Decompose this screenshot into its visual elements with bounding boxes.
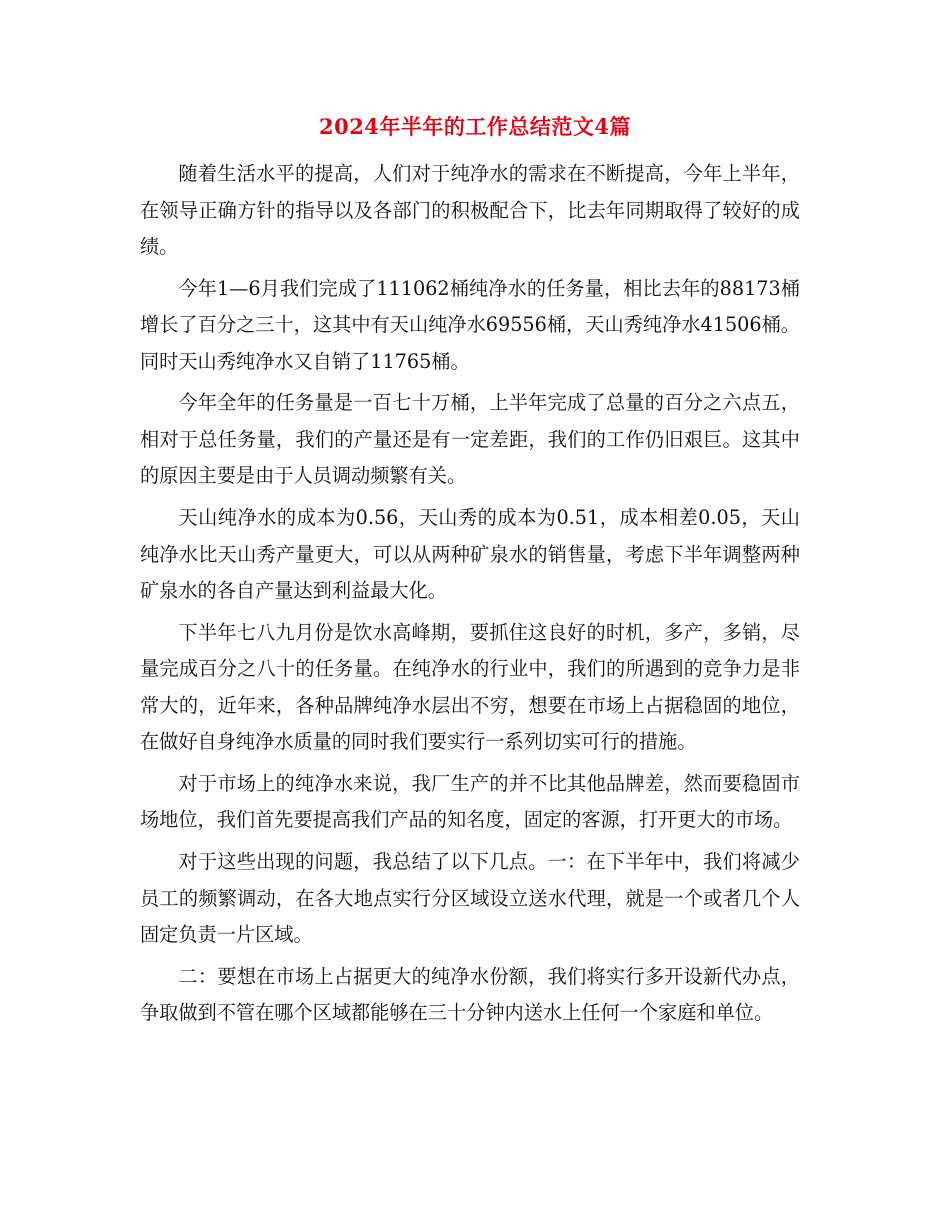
paragraph: 天山纯净水的成本为0.56，天山秀的成本为0.51，成本相差0.05，天山纯净水比天山秀产量更大，可以从两种矿泉水的销售量，考虑下半年调整两种矿泉水的各自产量达到利益最大化。	[140, 506, 800, 603]
document-title: 2024年半年的工作总结范文4篇	[318, 114, 632, 139]
paragraph: 对于市场上的纯净水来说，我厂生产的并不比其他品牌差，然而要稳固市场地位，我们首先要提高我们产品的知名度，固定的客源，打开更大的市场。	[140, 771, 800, 832]
paragraph: 随着生活水平的提高，人们对于纯净水的需求在不断提高，今年上半年，在领导正确方针的指导以及各部门的积极配合下，比去年同期取得了较好的成绩。	[140, 162, 800, 258]
document-body	[140, 156, 800, 1037]
paragraph: 下半年七八九月份是饮水高峰期，要抓住这良好的时机，多产，多销，尽量完成百分之八十的任务量。在纯净水的行业中，我们的所遇到的竞争力是非常大的，近年来，各种品牌纯净水层出不穷，想要在市场上占据稳固的地位，在做好自身纯净水质量的同时我们要实行一系列切实可行的措施。	[140, 620, 800, 754]
paragraph: 今年1—6月我们完成了111062桶纯净水的任务量，相比去年的88173桶增长了百分之三十，这其中有天山纯净水69556桶，天山秀纯净水41506桶。同时天山秀纯净水又自销了11765桶。	[140, 276, 800, 373]
paragraph: 对于这些出现的问题，我总结了以下几点。一：在下半年中，我们将减少员工的频繁调动，在各大地点实行分区域设立送水代理，就是一个或者几个人固定负责一片区域。	[140, 850, 800, 947]
paragraph: 二：要想在市场上占据更大的纯净水份额，我们将实行多开设新代办点，争取做到不管在哪个区域都能够在三十分钟内送水上任何一个家庭和单位。	[140, 964, 800, 1025]
paragraph: 今年全年的任务量是一百七十万桶，上半年完成了总量的百分之六点五，相对于总任务量，我们的产量还是有一定差距，我们的工作仍旧艰巨。这其中的原因主要是由于人员调动频繁有关。	[140, 391, 800, 488]
